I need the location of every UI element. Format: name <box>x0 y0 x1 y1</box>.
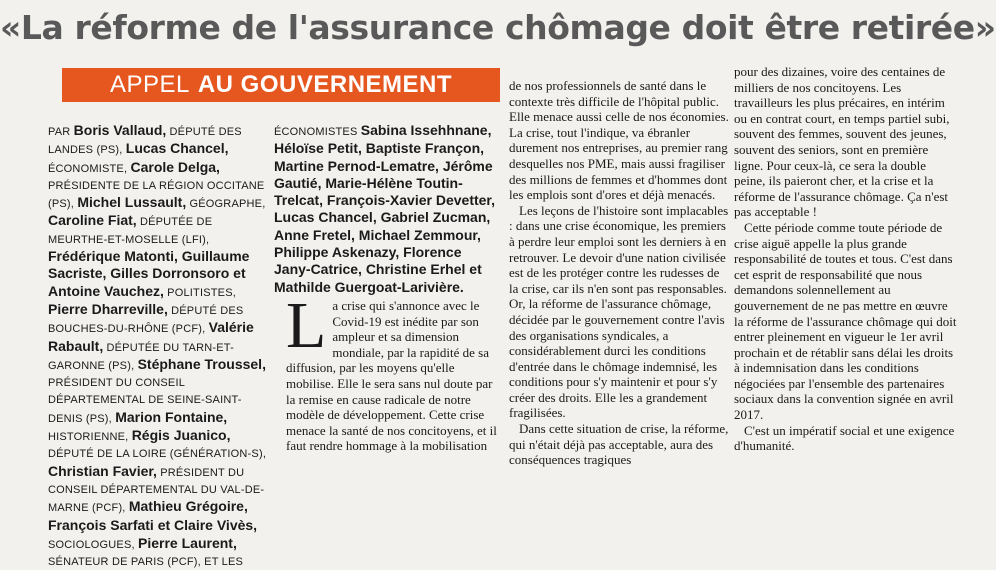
signatory-role: DÉPUTÉ DES LANDES (PS), <box>48 126 242 157</box>
signatories-column-1 <box>48 122 270 569</box>
signatory-name: Michel Lussault, <box>77 194 187 211</box>
signatory-role: ÉCONOMISTE, <box>48 162 131 175</box>
signatory-role: DÉPUTÉE DE MEURTHE-ET-MOSELLE (LFI), <box>48 216 213 246</box>
signatory-role: PRÉSIDENT DU CONSEIL DÉPARTEMENTAL DE SEINE-SAINT-DENIS (PS), <box>48 377 242 425</box>
signatory-role: SOCIOLOGUES, <box>48 538 139 551</box>
banner-au-gouvernement: AU GOUVERNEMENT <box>197 71 453 98</box>
signatories-column-2 <box>274 122 500 295</box>
article-paragraph: de nos professionnels de santé dans le contexte très difficile de l'hôpital public. Elle menace aussi celle de nos économies. La crise, tout l'indique, va ébranler durement nos entreprises, au premier rang desquelles nos PME, mais aussi fragiliser des millions de femmes et d'hommes dont les emplois sont d'ores et déjà menacés. <box>509 78 729 203</box>
signatory-role: PRÉSIDENTE DE LA RÉGION OCCITANE (PS), <box>48 179 265 211</box>
signatory-name: Carole Delga, <box>130 158 220 175</box>
signatory-role: POLITISTES, <box>163 286 237 299</box>
signatory-name: Valérie Rabault, <box>48 319 254 354</box>
signatory-role: ÉCONOMISTES <box>274 126 361 138</box>
drop-cap-letter: L <box>286 289 327 362</box>
signatory-name: Pierre Dharreville, <box>48 300 168 317</box>
article-paragraph: pour des dizaines, voire des centaines de milliers de nos concitoyens. Les travailleurs les plus précaires, en intérim ou en contrat court, en temps partiel subi, souvent des femmes, souvent des jeunes, souvent des seniors, sont en première ligne. Pour ceux-là, ce sera la double peine, ils paieront cher, et la crise et la réforme de l'assurance chômage. Ça n'est pas acceptable ! <box>734 64 950 220</box>
signatory-name: Régis Juanico, <box>131 427 231 444</box>
signatory-name: Caroline Fiat, <box>48 212 137 229</box>
signatory-name: Pierre Laurent, <box>138 534 237 551</box>
signatory-name: Christian Favier, <box>48 462 157 479</box>
article-paragraph: Dans cette situation de crise, la réforme, qui n'était déjà pas acceptable, aura des conséquences tragiques <box>509 421 729 468</box>
signatory-role: HISTORIENNE, <box>48 431 132 444</box>
signatory-role: GÉOGRAPHE, <box>186 198 266 211</box>
article-paragraph: C'est un impératif social et une exigence d'humanité. <box>734 422 955 454</box>
signatory-name: Mathieu Grégoire, François Sarfati et Claire Vivès, <box>48 498 258 533</box>
article-column-1 <box>286 289 500 476</box>
article-paragraph: Les leçons de l'histoire sont implacables : dans une crise économique, les premiers à perdre leur emploi sont les derniers à en retrouver. Le devoir d'une nation civilisée est de les protéger contre les rudesses de la crise, car ils n'en sont pas responsables. Or, la réforme de l'assurance chômage, décidée par le gouvernement contre l'avis des organisations syndicales, a considérablement durci les conditions d'entrée dans le chômage indemnisé, les conditions pour s'y maintenir et pour s'y créer des droits. Elle les a grandement fragilisées. <box>509 202 729 421</box>
signatory-name: Boris Vallaud, <box>73 122 167 138</box>
signatory-name: Lucas Chancel, <box>125 140 229 157</box>
article-column-3 <box>734 64 960 476</box>
signatory-role: SÉNATEUR DE PARIS (PCF), ET LES <box>48 556 244 569</box>
banner-word-appel: APPEL <box>109 71 190 98</box>
signatory-role: DÉPUTÉE DU TARN-ET-GARONNE (PS), <box>48 341 234 372</box>
headline: «La réforme de l'assurance chômage doit être retirée» <box>0 8 996 47</box>
article-paragraph: Cette période comme toute période de crise aiguë appelle la plus grande responsabilité de toutes et tous. C'est dans cet esprit de responsabilité que nous demandons solennellement au gouvernement de ne pas mettre en œuvre la réforme de l'assurance chômage qui doit entrer pleinement en vigueur le 1er avril prochain et de rétablir sans délai les droits à indemnisation dans les conditions négociées par l'ensemble des partenaires sociaux dans la convention signée en avril 2017. <box>734 219 957 423</box>
signatory-role: PAR <box>48 126 74 138</box>
article-intro-text: a crise qui s'annonce avec le Covid-19 est inédite par son ampleur et sa dimension mondiale, par la rapidité de sa diffusion, par les moyens qu'elle mobilise. Elle le sera sans nul doute par la remise en cause radicale de notre modèle de développement. Cette crise menace la santé de nos concitoyens, et il faut rendre hommage à la mobilisation <box>286 298 497 454</box>
signatory-name: Marion Fontaine, <box>115 408 228 425</box>
signatory-name: Sabina Issehhnane, Héloïse Petit, Baptiste Françon, Martine Pernod-Lematre, Jérôme Gautié, Marie-Hélène Toutin-Trelcat, François-Xavier Devetter, Lucas Chancel, Gabriel Zucman, Anne Fretel, Michael Zemmour, Philippe Askenazy, Florence Jany-Catrice, Christine Erhel et Mathilde Guergoat-Larivière. <box>274 122 495 295</box>
section-banner <box>62 68 500 102</box>
article-column-2 <box>509 78 731 476</box>
signatory-role: DÉPUTÉ DES BOUCHES-DU-RHÔNE (PCF), <box>48 304 244 336</box>
signatory-name: Frédérique Matonti, Guillaume Sacriste, Gilles Dorronsoro et Antoine Vauchez, <box>48 248 250 299</box>
signatory-role: PRÉSIDENT DU CONSEIL DÉPARTEMENTAL DU VAL-DE-MARNE (PCF), <box>48 466 265 515</box>
signatory-role: DÉPUTÉ DE LA LOIRE (GÉNÉRATION-S), <box>48 448 267 461</box>
signatory-name: Stéphane Troussel, <box>137 355 266 372</box>
